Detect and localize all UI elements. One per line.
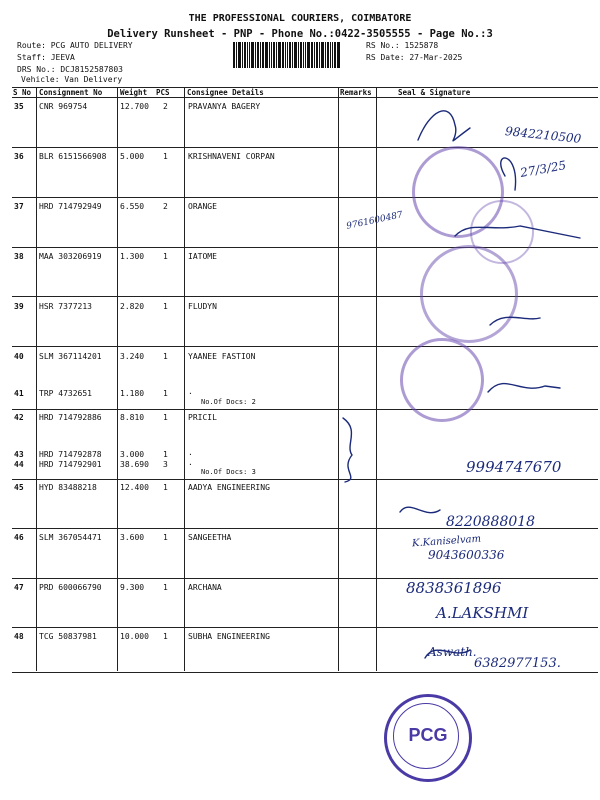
row-consignment: HRD 714792901	[39, 460, 102, 469]
handwritten-name: Aswath.	[428, 645, 477, 659]
row-consignee: IATOME	[188, 252, 217, 261]
row-consignment: HSR 7377213	[39, 302, 92, 311]
row-sno: 38	[14, 252, 24, 261]
row-consignment: MAA 303206919	[39, 252, 102, 261]
handwritten-phone: 9994747670	[466, 458, 562, 476]
row-consignment: HYD 83488218	[39, 483, 97, 492]
row-weight: 5.000	[120, 152, 145, 161]
col-header-pcs: PCS	[156, 88, 170, 97]
row-weight: 9.300	[120, 583, 145, 592]
row-sno: 45	[14, 483, 24, 492]
row-consignee: SUBHA ENGINEERING	[188, 632, 270, 641]
row-consignee: .	[188, 448, 193, 457]
col-header-consignee: Consignee Details	[187, 88, 264, 97]
row-consignment: PRD 600066790	[39, 583, 102, 592]
row-pcs: 1	[163, 252, 168, 261]
row-consignment: TRP 4732651	[39, 389, 92, 398]
handwritten-name: K.Kaniselvam	[411, 533, 482, 550]
row-consignee: FLUDYN	[188, 302, 217, 311]
row-consignee: .	[188, 458, 193, 467]
drs-label: DRS No.: DCJ8152587803	[17, 65, 123, 74]
row-sno: 35	[14, 102, 24, 111]
row-consignee: .	[188, 387, 193, 396]
row-weight: 8.810	[120, 413, 145, 422]
row-consignee: KRISHNAVENI CORPAN	[188, 152, 275, 161]
row-sno: 41	[14, 389, 24, 398]
row-consignment: HRD 714792949	[39, 202, 102, 211]
pcg-label: PCG	[408, 725, 448, 745]
row-sno: 46	[14, 533, 24, 542]
signature-37	[455, 226, 580, 238]
row-sno: 39	[14, 302, 24, 311]
row-pcs: 1	[163, 450, 168, 459]
row-pcs: 1	[163, 632, 168, 641]
company-title: THE PROFESSIONAL COURIERS, COIMBATORE	[188, 13, 412, 24]
signature-39	[490, 317, 540, 325]
row-sno: 44	[14, 460, 24, 469]
handwritten-phone: 8220888018	[446, 514, 536, 530]
row-pcs: 3	[163, 460, 168, 469]
row-sno: 42	[14, 413, 24, 422]
handwritten-phone: 9842210500	[504, 124, 582, 146]
col-header-remarks: Remarks	[340, 88, 372, 97]
handwritten-name: A.LAKSHMI	[436, 604, 529, 622]
signature-41	[488, 384, 560, 392]
row-consignee: ORANGE	[188, 202, 217, 211]
row-consignee: ARCHANA	[188, 583, 222, 592]
row-weight: 1.180	[120, 389, 145, 398]
rs-date-label: RS Date: 27-Mar-2025	[366, 53, 463, 62]
handwritten-phone: 8838361896	[406, 579, 502, 597]
row-weight: 3.000	[120, 450, 145, 459]
col-header-seal: Seal & Signature	[398, 88, 471, 97]
row-consignment: TCG 50837981	[39, 632, 97, 641]
row-consignment: HRD 714792878	[39, 450, 102, 459]
col-header-consignment: Consignment No	[39, 88, 103, 97]
row-sno: 37	[14, 202, 24, 211]
row-pcs: 2	[163, 102, 168, 111]
row-pcs: 2	[163, 202, 168, 211]
route-label: Route: PCG AUTO DELIVERY	[17, 41, 133, 50]
row-weight: 12.700	[120, 102, 149, 111]
row-consignment: HRD 714792886	[39, 413, 102, 422]
row-pcs: 1	[163, 302, 168, 311]
docs-count: No.Of Docs: 3	[201, 468, 256, 476]
row-consignee: PRAVANYA BAGERY	[188, 102, 261, 111]
row-sno: 47	[14, 583, 24, 592]
row-consignment: SLM 367054471	[39, 533, 102, 542]
row-pcs: 1	[163, 352, 168, 361]
row-weight: 6.550	[120, 202, 145, 211]
staff-label: Staff: JEEVA	[17, 53, 75, 62]
row-sno: 40	[14, 352, 24, 361]
row-weight: 3.600	[120, 533, 145, 542]
row-pcs: 1	[163, 583, 168, 592]
bracket-42	[343, 418, 352, 482]
row-sno: 43	[14, 450, 24, 459]
signature-35	[418, 111, 470, 141]
signature-45	[400, 507, 440, 513]
row-consignment: CNR 969754	[39, 102, 88, 111]
row-pcs: 1	[163, 533, 168, 542]
row-pcs: 1	[163, 389, 168, 398]
row-pcs: 1	[163, 483, 168, 492]
row-pcs: 1	[163, 152, 168, 161]
row-consignee: AADYA ENGINEERING	[188, 483, 270, 492]
vehicle-label: Vehicle: Van Delivery	[21, 75, 123, 84]
row-consignee: PRICIL	[188, 413, 217, 422]
row-weight: 1.300	[120, 252, 145, 261]
row-weight: 12.400	[120, 483, 149, 492]
signature-36	[501, 158, 516, 190]
handwritten-date: 27/3/25	[519, 158, 568, 180]
row-sno: 36	[14, 152, 24, 161]
row-consignee: SANGEETHA	[188, 533, 232, 542]
col-header-weight: Weight	[120, 88, 148, 97]
handwritten-phone: 6382977153.	[474, 656, 561, 671]
row-consignment: SLM 367114201	[39, 352, 102, 361]
row-sno: 48	[14, 632, 24, 641]
docs-count: No.Of Docs: 2	[201, 398, 256, 406]
row-weight: 10.000	[120, 632, 149, 641]
handwritten-phone: 9761600487	[345, 210, 404, 232]
runsheet-subtitle: Delivery Runsheet - PNP - Phone No.:0422-3505555 - Page No.:3	[107, 28, 493, 40]
row-consignment: BLR 6151566908	[39, 152, 107, 161]
row-weight: 38.690	[120, 460, 149, 469]
handwritten-phone: 9043600336	[428, 548, 505, 562]
col-header-sno: S No	[13, 88, 32, 97]
rs-no-label: RS No.: 1525878	[366, 41, 439, 50]
row-weight: 2.820	[120, 302, 145, 311]
row-weight: 3.240	[120, 352, 145, 361]
row-consignee: YAANEE FASTION	[188, 352, 256, 361]
row-pcs: 1	[163, 413, 168, 422]
